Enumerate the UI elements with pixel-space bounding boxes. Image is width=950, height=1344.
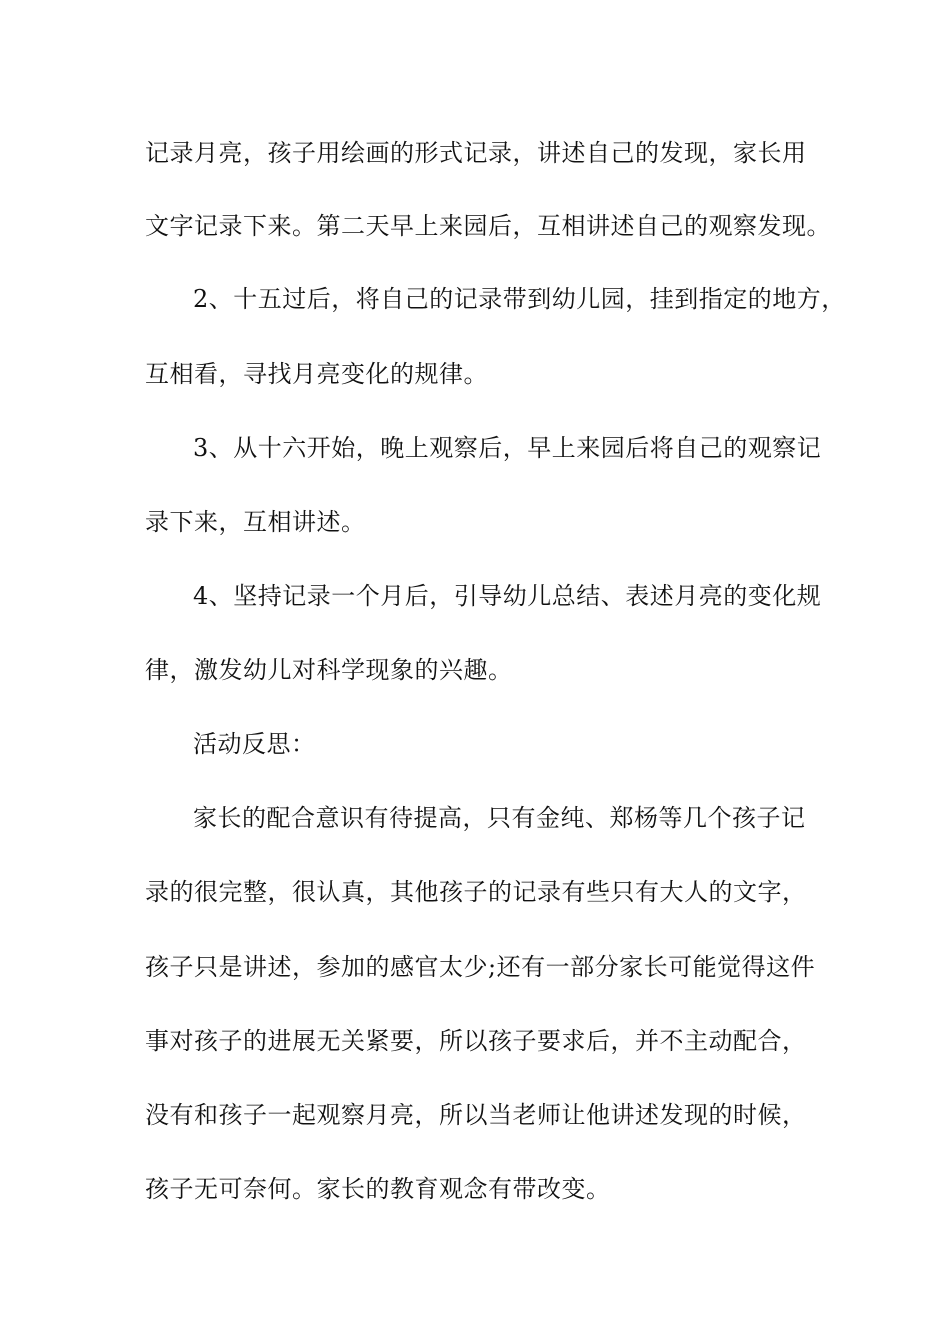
reflection-line-1: 家长的配合意识有待提高，只有金纯、郑杨等几个孩子记 — [193, 804, 806, 832]
paragraph-line-2: 文字记录下来。第二天早上来园后，互相讲述自己的观察发现。 — [145, 212, 831, 240]
list-item-4-line-2: 律，激发幼儿对科学现象的兴趣。 — [145, 656, 513, 684]
list-item-2-line-2: 互相看，寻找月亮变化的规律。 — [145, 360, 488, 388]
reflection-line-3: 孩子只是讲述，参加的感官太少;还有一部分家长可能觉得这件 — [145, 953, 816, 981]
list-item-3-line-1: 3、从十六开始，晚上观察后，早上来园后将自己的观察记 — [193, 434, 822, 462]
reflection-line-5: 没有和孩子一起观察月亮，所以当老师让他讲述发现的时候， — [145, 1101, 807, 1129]
list-item-3-line-2: 录下来，互相讲述。 — [145, 508, 366, 536]
list-item-2-line-1: 2、十五过后，将自己的记录带到幼儿园，挂到指定的地方， — [193, 285, 846, 313]
reflection-line-4: 事对孩子的进展无关紧要，所以孩子要求后，并不主动配合， — [145, 1027, 807, 1055]
section-heading-reflection: 活动反思： — [193, 730, 316, 758]
paragraph-line-1: 记录月亮，孩子用绘画的形式记录，讲述自己的发现，家长用 — [145, 139, 807, 167]
reflection-line-2: 录的很完整，很认真，其他孩子的记录有些只有大人的文字， — [145, 878, 807, 906]
list-item-4-line-1: 4、坚持记录一个月后，引导幼儿总结、表述月亮的变化规 — [193, 582, 822, 610]
reflection-line-6: 孩子无可奈何。家长的教育观念有带改变。 — [145, 1175, 611, 1203]
